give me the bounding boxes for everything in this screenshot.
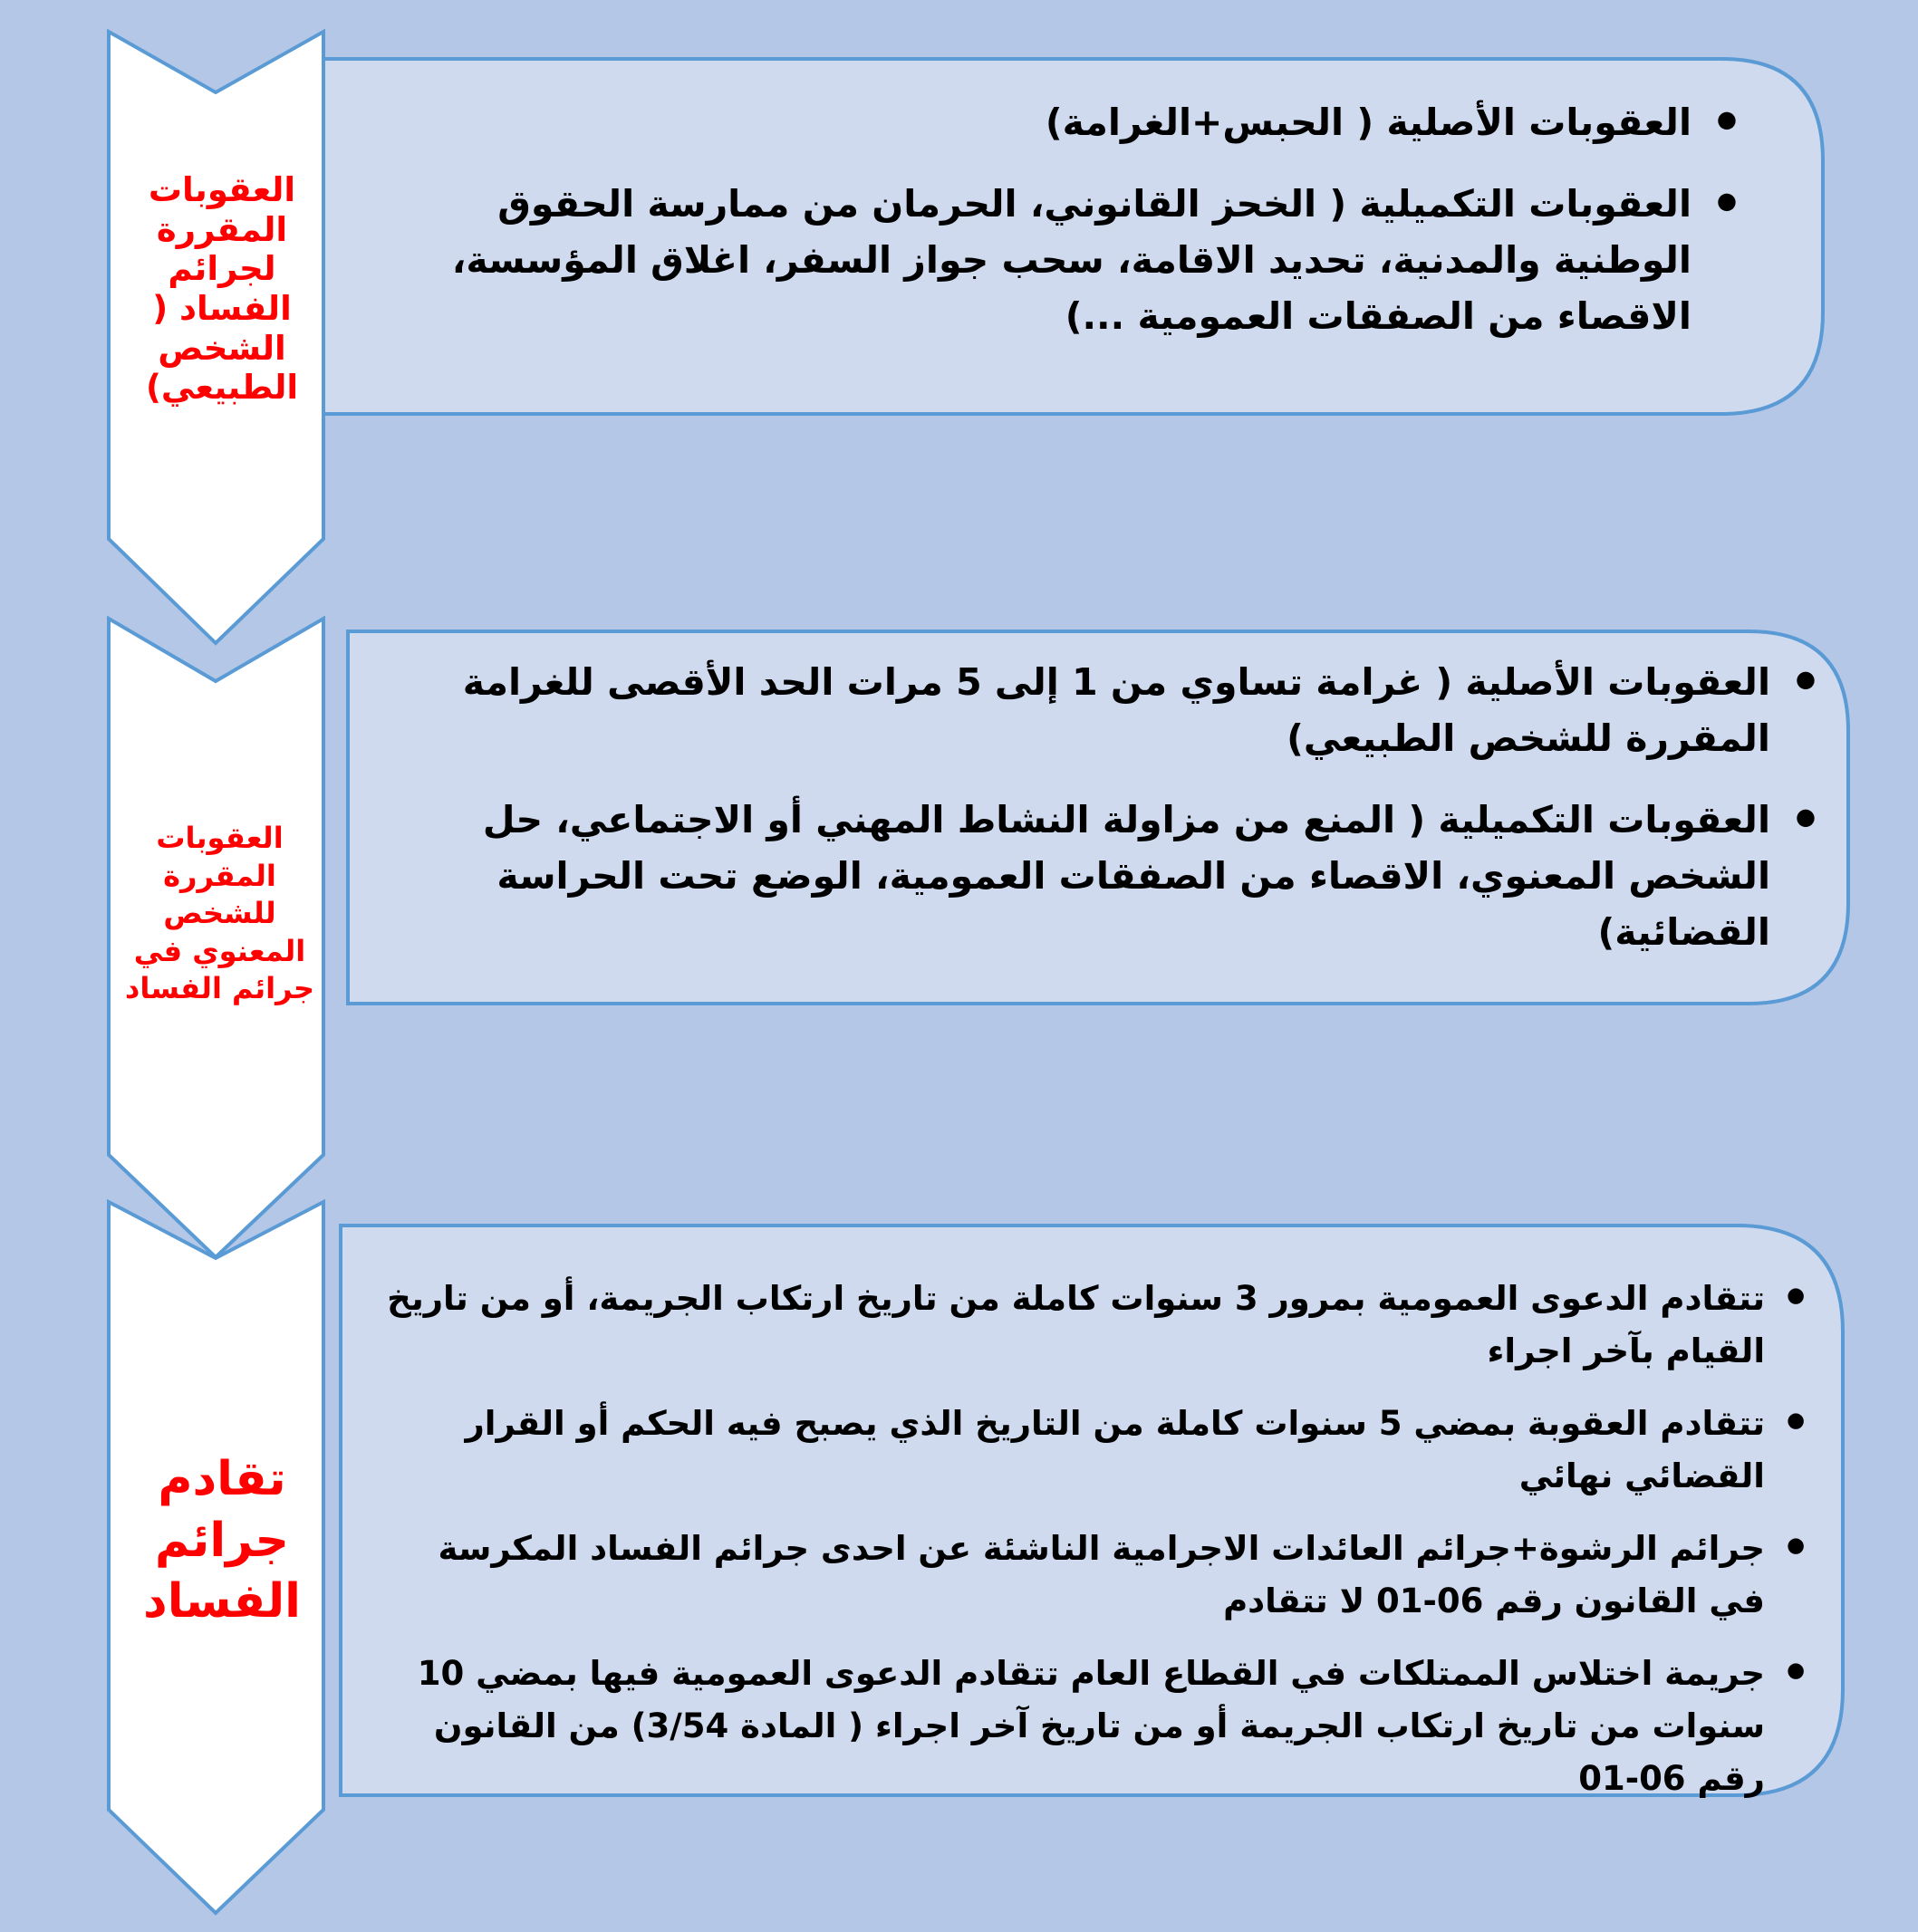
bullet-item: ● جرائم الرشوة+جرائم العائدات الاجرامية الناشئة عن احدى جرائم الفساد المكرسة في القانون رقم 06-01 لا تتقادم — [385, 1523, 1812, 1628]
content-box-3 — [385, 1273, 1812, 1825]
bullet-item: ● العقوبات التكميلية ( المنع من مزاولة النشاط المهني أو الاجتماعي، حل الشخص المعنوي، الاقصاء من الصفقات العمومية، الوضع تحت الحراسة القضائية) — [381, 792, 1823, 960]
bullet-item: ● العقوبات التكميلية ( الخحز القانوني، الحرمان من ممارسة الحقوق الوطنية والمدنية، تحديد الاقامة، سحب جواز السفر، اغلاق المؤسسة، الاقصاء من الصفقات العمومية ...) — [376, 176, 1744, 344]
content-box-2 — [381, 654, 1823, 985]
bullet-item: ● تتقادم الدعوى العمومية بمرور 3 سنوات كاملة من تاريخ ارتكاب الجريمة، أو من تاريخ القيام بآخر اجراء — [385, 1273, 1812, 1378]
section-2-label: العقوبات المقررة للشخص المعنوي في جرائم الفساد — [124, 821, 315, 1006]
bullet-item: ● العقوبات الأصلية ( غرامة تساوي من 1 إلى 5 مرات الحد الأقصى للغرامة المقررة للشخص الطبيعي) — [381, 654, 1823, 766]
bullet-list-2 — [381, 654, 1823, 960]
bullet-list-3 — [385, 1273, 1812, 1805]
bullet-item: ● جريمة اختلاس الممتلكات في القطاع العام تتقادم الدعوى العمومية فيها بمضي 10 سنوات من تاريخ ارتكاب الجريمة أو من تاريخ آخر اجراء ( المادة 3/54) من القانون رقم 06-01 — [385, 1648, 1812, 1805]
content-box-1 — [376, 94, 1744, 370]
bullet-list-1 — [376, 94, 1744, 344]
section-1-label: العقوبات المقررة لجرائم الفساد ( الشخص الطبيعي) — [145, 170, 299, 408]
bullet-item: ● العقوبات الأصلية ( الحبس+الغرامة) — [376, 94, 1744, 150]
bullet-item: ● تتقادم العقوبة بمضي 5 سنوات كاملة من التاريخ الذي يصبح فيه الحكم أو القرار القضائي نهائي — [385, 1398, 1812, 1503]
section-3-label: تقادم جرائم الفساد — [143, 1452, 301, 1629]
